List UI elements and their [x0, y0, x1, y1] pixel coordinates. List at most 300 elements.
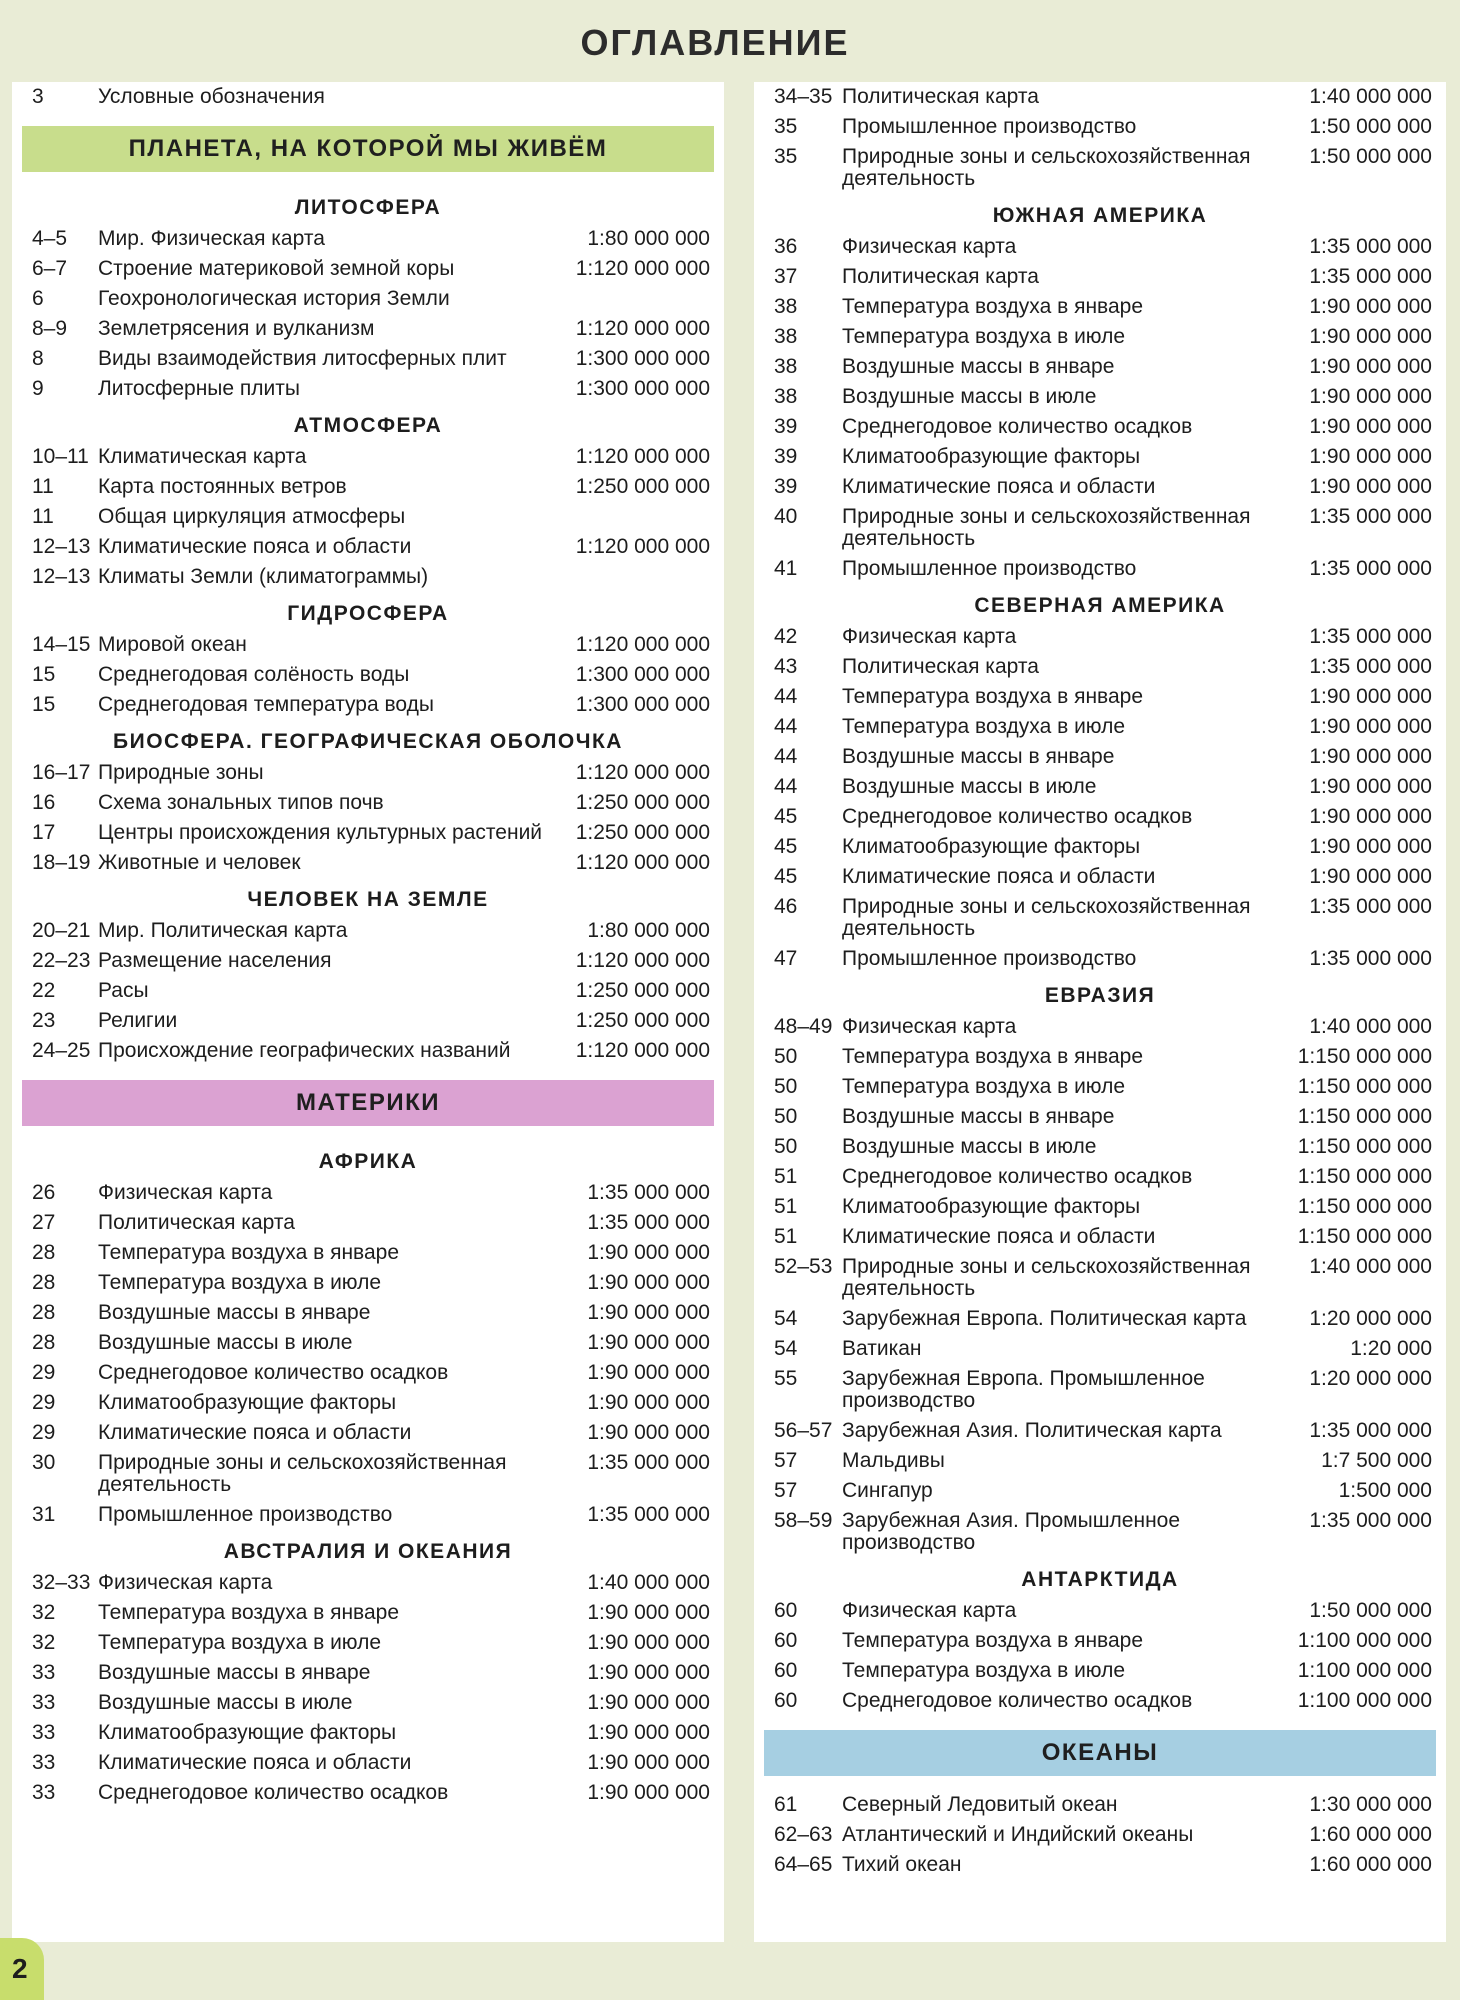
toc-page-number: 44: [774, 745, 798, 768]
toc-page-number: 8–9: [32, 317, 68, 340]
toc-entry-title: Климатическая карта: [98, 445, 307, 468]
toc-entry-title: Северный Ледовитый океан: [842, 1793, 1118, 1816]
toc-page-number: 39: [774, 475, 798, 498]
toc-page-number: 43: [774, 655, 798, 678]
toc-page-number: 18–19: [32, 851, 91, 874]
toc-entry: [764, 712, 1436, 742]
toc-entry: [764, 772, 1436, 802]
toc-entry: [22, 1036, 714, 1066]
toc-page-number: 11: [32, 475, 54, 498]
section-heading: АТМОСФЕРА: [293, 414, 443, 437]
section-heading: ЛИТОСФЕРА: [294, 196, 442, 219]
toc-entry-title: Воздушные массы в июле: [98, 1691, 353, 1714]
toc-entry-title: Температура воздуха в июле: [842, 325, 1126, 348]
toc-entry-title: Физическая карта: [842, 625, 1017, 648]
section-heading: АНТАРКТИДА: [1021, 1568, 1179, 1591]
toc-entry-title: Воздушные массы в июле: [842, 385, 1097, 408]
toc-page-number: 23: [32, 1009, 56, 1032]
toc-entry: [764, 1072, 1436, 1102]
toc-entry: [764, 1012, 1436, 1042]
toc-page-number: 22: [32, 979, 56, 1002]
toc-entry-title: Воздушные массы в январе: [98, 1661, 371, 1684]
toc-entry: [22, 374, 714, 404]
toc-map-scale: 1:90 000 000: [587, 1721, 710, 1744]
toc-map-scale: 1:35 000 000: [587, 1451, 710, 1474]
section-band: ОКЕАНЫ: [764, 1730, 1436, 1776]
toc-entry-title: Климатообразующие факторы: [98, 1391, 397, 1414]
toc-page-number: 24–25: [32, 1039, 91, 1062]
toc-map-scale: 1:90 000 000: [587, 1241, 710, 1264]
toc-map-scale: 1:40 000 000: [587, 1571, 710, 1594]
toc-entry-title: Природные зоны и сельскохозяйственная деятельность: [842, 1255, 1251, 1300]
toc-entry: [764, 292, 1436, 322]
toc-map-scale: [564, 288, 714, 310]
toc-entry-title: Температура воздуха в январе: [842, 295, 1144, 318]
toc-entry: [22, 1568, 714, 1598]
toc-page-number: 17: [32, 821, 56, 844]
toc-entry-title: Температура воздуха в январе: [98, 1601, 400, 1624]
toc-map-scale: 1:300 000 000: [575, 347, 710, 370]
toc-page-number: 38: [774, 295, 798, 318]
toc-entry: [764, 1416, 1436, 1446]
toc-page-number: 28: [32, 1301, 56, 1324]
toc-entry: [764, 832, 1436, 862]
toc-page-number: 50: [774, 1105, 798, 1128]
toc-page-number: 50: [774, 1045, 798, 1068]
toc-map-scale: 1:80 000 000: [587, 227, 710, 250]
toc-page-number: 52–53: [774, 1255, 833, 1278]
toc-page-number: 8: [32, 347, 44, 370]
toc-entry-title: Климатические пояса и области: [842, 475, 1156, 498]
toc-entry: [22, 1778, 714, 1808]
toc-entry: [22, 562, 714, 592]
toc-entry: [22, 442, 714, 472]
toc-entry: [764, 1132, 1436, 1162]
toc-page-number: 45: [774, 865, 798, 888]
toc-entry-title: Среднегодовое количество осадков: [98, 1781, 449, 1804]
toc-entry-title: Климатообразующие факторы: [98, 1721, 397, 1744]
toc-map-scale: 1:50 000 000: [1309, 145, 1432, 168]
toc-entry-title: Воздушные массы в январе: [842, 355, 1115, 378]
toc-map-scale: 1:90 000 000: [1309, 865, 1432, 888]
toc-map-scale: 1:100 000 000: [1297, 1659, 1432, 1682]
toc-entry: [764, 742, 1436, 772]
toc-page-number: 28: [32, 1271, 56, 1294]
toc-right-column: [754, 82, 1446, 1942]
toc-entry: [22, 758, 714, 788]
toc-entry: [764, 322, 1436, 352]
toc-map-scale: 1:60 000 000: [1309, 1853, 1432, 1876]
toc-map-scale: 1:300 000 000: [575, 377, 710, 400]
toc-map-scale: 1:150 000 000: [1297, 1105, 1432, 1128]
toc-entry-title: Размещение населения: [98, 949, 332, 972]
toc-entry: [764, 502, 1436, 554]
toc-entry-title: Воздушные массы в июле: [98, 1331, 353, 1354]
toc-entry-title: Политическая карта: [842, 85, 1039, 108]
toc-entry-title: Виды взаимодействия литосферных плит: [98, 347, 507, 370]
toc-entry-title: Температура воздуха в январе: [842, 685, 1144, 708]
toc-page-number: 57: [774, 1449, 798, 1472]
toc-entry: [22, 502, 714, 532]
toc-entry-title: Мальдивы: [842, 1449, 945, 1472]
toc-entry: [764, 1820, 1436, 1850]
toc-map-scale: 1:40 000 000: [1309, 1255, 1432, 1278]
toc-entry: [22, 1418, 714, 1448]
toc-entry-title: Воздушные массы в январе: [842, 1105, 1115, 1128]
toc-entry-title: Среднегодовое количество осадков: [842, 1165, 1193, 1188]
toc-entry: [22, 1208, 714, 1238]
toc-entry: [764, 1192, 1436, 1222]
toc-page-number: 62–63: [774, 1823, 833, 1846]
toc-map-scale: [564, 506, 714, 528]
toc-entry: [22, 630, 714, 660]
toc-entry: [22, 848, 714, 878]
toc-entry: [22, 1006, 714, 1036]
toc-map-scale: 1:300 000 000: [575, 663, 710, 686]
toc-entry: [764, 1686, 1436, 1716]
toc-entry-title: Физическая карта: [842, 1015, 1017, 1038]
toc-entry-title: Землетрясения и вулканизм: [98, 317, 375, 340]
toc-entry: [764, 622, 1436, 652]
toc-map-scale: 1:90 000 000: [587, 1601, 710, 1624]
toc-map-scale: 1:35 000 000: [1309, 895, 1432, 918]
toc-page-number: 48–49: [774, 1015, 833, 1038]
toc-entry: [22, 1328, 714, 1358]
toc-map-scale: 1:250 000 000: [575, 821, 710, 844]
toc-page-number: 60: [774, 1599, 798, 1622]
toc-map-scale: 1:90 000 000: [1309, 325, 1432, 348]
toc-map-scale: 1:250 000 000: [575, 791, 710, 814]
toc-map-scale: 1:90 000 000: [587, 1331, 710, 1354]
toc-page-number: 39: [774, 415, 798, 438]
toc-entry-title: Климатические пояса и области: [98, 1421, 412, 1444]
toc-map-scale: 1:150 000 000: [1297, 1165, 1432, 1188]
toc-map-scale: 1:35 000 000: [1309, 235, 1432, 258]
toc-entry-title: Физическая карта: [98, 1571, 273, 1594]
toc-entry: [764, 802, 1436, 832]
toc-entry-title: Воздушные массы в июле: [842, 1135, 1097, 1158]
toc-map-scale: 1:35 000 000: [587, 1181, 710, 1204]
toc-map-scale: 1:300 000 000: [575, 693, 710, 716]
toc-entry: [764, 82, 1436, 112]
toc-page-number: 30: [32, 1451, 56, 1474]
toc-page-number: 12–13: [32, 535, 91, 558]
toc-entry: [764, 1162, 1436, 1192]
toc-map-scale: 1:90 000 000: [587, 1391, 710, 1414]
toc-map-scale: 1:150 000 000: [1297, 1225, 1432, 1248]
toc-entry-title: Температура воздуха в июле: [98, 1271, 382, 1294]
toc-page-number: 33: [32, 1751, 56, 1774]
toc-entry-title: Промышленное производство: [842, 115, 1137, 138]
toc-entry-title: Климатообразующие факторы: [842, 1195, 1141, 1218]
toc-page-number: 33: [32, 1661, 56, 1684]
toc-entry: [22, 1598, 714, 1628]
toc-map-scale: 1:120 000 000: [575, 851, 710, 874]
toc-entry-title: Климатические пояса и области: [842, 865, 1156, 888]
toc-entry-title: Температура воздуха в июле: [842, 1075, 1126, 1098]
toc-entry-title: Физическая карта: [842, 1599, 1017, 1622]
toc-entry: [764, 892, 1436, 944]
toc-map-scale: 1:90 000 000: [587, 1301, 710, 1324]
toc-page-number: 58–59: [774, 1509, 833, 1532]
toc-map-scale: 1:20 000: [1350, 1337, 1432, 1360]
toc-page-number: 11: [32, 505, 54, 528]
toc-map-scale: 1:90 000 000: [587, 1691, 710, 1714]
toc-page-number: 42: [774, 625, 798, 648]
toc-page-number: 46: [774, 895, 798, 918]
toc-entry: [22, 916, 714, 946]
toc-entry-title: Среднегодовая солёность воды: [98, 663, 410, 686]
toc-entry: [764, 1476, 1436, 1506]
toc-entry: [764, 1252, 1436, 1304]
toc-map-scale: 1:90 000 000: [1309, 745, 1432, 768]
section-heading: ЮЖНАЯ АМЕРИКА: [992, 204, 1208, 227]
toc-page-number: 51: [774, 1165, 798, 1188]
toc-entry: [764, 142, 1436, 194]
toc-entry: [764, 472, 1436, 502]
toc-entry-title: Физическая карта: [98, 1181, 273, 1204]
toc-map-scale: 1:60 000 000: [1309, 1823, 1432, 1846]
toc-page-number: 6: [32, 287, 44, 310]
toc-entry-title: Температура воздуха в январе: [842, 1629, 1144, 1652]
toc-page-number: 28: [32, 1331, 56, 1354]
toc-page-number: 56–57: [774, 1419, 833, 1442]
toc-page-number: 9: [32, 377, 44, 400]
toc-map-scale: 1:7 500 000: [1321, 1449, 1432, 1472]
toc-entry: [22, 1718, 714, 1748]
toc-entry-title: Животные и человек: [98, 851, 301, 874]
toc-entry: [764, 1656, 1436, 1686]
toc-entry-title: Климатообразующие факторы: [842, 835, 1141, 858]
toc-entry-title: Промышленное производство: [842, 557, 1137, 580]
toc-map-scale: 1:90 000 000: [1309, 385, 1432, 408]
toc-map-scale: 1:90 000 000: [587, 1271, 710, 1294]
toc-page-number: 38: [774, 355, 798, 378]
toc-page-number: 44: [774, 775, 798, 798]
toc-map-scale: 1:90 000 000: [1309, 715, 1432, 738]
toc-entry: [764, 682, 1436, 712]
toc-entry: [764, 1102, 1436, 1132]
toc-map-scale: 1:120 000 000: [575, 535, 710, 558]
toc-map-scale: 1:20 000 000: [1309, 1367, 1432, 1390]
toc-entry: [764, 262, 1436, 292]
toc-page-number: 55: [774, 1367, 798, 1390]
toc-entry-title: Природные зоны и сельскохозяйственная деятельность: [98, 1451, 507, 1496]
toc-entry-title: Среднегодовое количество осадков: [842, 805, 1193, 828]
toc-entry-title: Температура воздуха в июле: [842, 1659, 1126, 1682]
toc-entry-title: Мир. Политическая карта: [98, 919, 348, 942]
toc-entry: [764, 412, 1436, 442]
toc-map-scale: 1:20 000 000: [1309, 1307, 1432, 1330]
toc-page-number: 50: [774, 1075, 798, 1098]
toc-left-column: [12, 82, 724, 1942]
toc-map-scale: 1:90 000 000: [587, 1631, 710, 1654]
toc-map-scale: 1:150 000 000: [1297, 1045, 1432, 1068]
page-title: ОГЛАВЛЕНИЕ: [580, 22, 850, 63]
toc-entry: [764, 112, 1436, 142]
toc-map-scale: [564, 566, 714, 588]
toc-page-number: 27: [32, 1211, 56, 1234]
toc-page-number: 15: [32, 663, 56, 686]
toc-entry: [22, 946, 714, 976]
toc-entry-title: Геохронологическая история Земли: [98, 287, 450, 310]
toc-page-number: 14–15: [32, 633, 91, 656]
toc-page-number: 51: [774, 1225, 798, 1248]
toc-entry-title: Мировой океан: [98, 633, 247, 656]
toc-entry-title: Политическая карта: [98, 1211, 295, 1234]
toc-entry-title: Политическая карта: [842, 655, 1039, 678]
toc-entry-title: Природные зоны: [98, 761, 264, 784]
toc-entry-title: Мир. Физическая карта: [98, 227, 325, 250]
toc-entry-title: Климатические пояса и области: [842, 1225, 1156, 1248]
toc-entry-title: Среднегодовое количество осадков: [842, 1689, 1193, 1712]
toc-entry: [22, 1268, 714, 1298]
toc-map-scale: 1:90 000 000: [587, 1661, 710, 1684]
toc-map-scale: 1:35 000 000: [1309, 265, 1432, 288]
toc-entry-title: Условные обозначения: [98, 85, 325, 108]
toc-entry: [22, 976, 714, 1006]
page-number: 2: [0, 1938, 44, 2000]
toc-entry-title: Зарубежная Азия. Политическая карта: [842, 1419, 1222, 1442]
toc-map-scale: 1:120 000 000: [575, 1039, 710, 1062]
section-heading: БИОСФЕРА. ГЕОГРАФИЧЕСКАЯ ОБОЛОЧКА: [113, 730, 623, 753]
toc-entry-title: Атлантический и Индийский океаны: [842, 1823, 1194, 1846]
toc-page-number: 16: [32, 791, 56, 814]
toc-map-scale: 1:90 000 000: [587, 1751, 710, 1774]
toc-entry: [22, 314, 714, 344]
toc-entry-title: Природные зоны и сельскохозяйственная деятельность: [842, 145, 1251, 190]
toc-entry-title: Среднегодовое количество осадков: [842, 415, 1193, 438]
toc-page-number: 29: [32, 1361, 56, 1384]
toc-page-number: 39: [774, 445, 798, 468]
toc-page-number: 32: [32, 1601, 56, 1624]
toc-page-number: 47: [774, 947, 798, 970]
toc-entry: [22, 1748, 714, 1778]
toc-map-scale: 1:40 000 000: [1309, 85, 1432, 108]
toc-map-scale: 1:90 000 000: [1309, 475, 1432, 498]
toc-entry: [22, 224, 714, 254]
toc-entry: [764, 1596, 1436, 1626]
toc-entry-title: Политическая карта: [842, 265, 1039, 288]
toc-entry: [764, 1506, 1436, 1558]
toc-page-number: 38: [774, 325, 798, 348]
toc-map-scale: 1:250 000 000: [575, 475, 710, 498]
toc-entry-title: Зарубежная Европа. Промышленное производство: [842, 1367, 1205, 1412]
toc-entry: [764, 382, 1436, 412]
toc-entry: [22, 818, 714, 848]
toc-entry-title: Ватикан: [842, 1337, 922, 1360]
toc-entry-title: Климатические пояса и области: [98, 1751, 412, 1774]
toc-entry-title: Зарубежная Европа. Политическая карта: [842, 1307, 1247, 1330]
toc-entry-title: Расы: [98, 979, 149, 1002]
toc-map-scale: 1:90 000 000: [1309, 295, 1432, 318]
toc-entry: [764, 1334, 1436, 1364]
toc-entry: [764, 1850, 1436, 1880]
toc-map-scale: 1:80 000 000: [587, 919, 710, 942]
toc-page-number: 38: [774, 385, 798, 408]
section-heading: ЧЕЛОВЕК НА ЗЕМЛЕ: [247, 888, 489, 911]
toc-entry: [22, 690, 714, 720]
toc-entry-title: Литосферные плиты: [98, 377, 300, 400]
toc-page-number: 60: [774, 1629, 798, 1652]
toc-entry-title: Температура воздуха в январе: [842, 1045, 1144, 1068]
toc-map-scale: 1:90 000 000: [1309, 445, 1432, 468]
toc-page-number: 37: [774, 265, 798, 288]
toc-entry: [22, 1298, 714, 1328]
toc-entry: [22, 472, 714, 502]
toc-entry: [22, 284, 714, 314]
toc-map-scale: 1:250 000 000: [575, 1009, 710, 1032]
toc-entry-title: Происхождение географических названий: [98, 1039, 511, 1062]
toc-map-scale: 1:90 000 000: [1309, 415, 1432, 438]
toc-entry-title: Воздушные массы в январе: [842, 745, 1115, 768]
toc-entry: [764, 862, 1436, 892]
section-heading: ГИДРОСФЕРА: [287, 602, 449, 625]
toc-map-scale: 1:90 000 000: [1309, 775, 1432, 798]
toc-entry: [764, 1626, 1436, 1656]
toc-entry-title: Воздушные массы в июле: [842, 775, 1097, 798]
toc-entry: [22, 1448, 714, 1500]
toc-map-scale: 1:90 000 000: [1309, 685, 1432, 708]
toc-map-scale: 1:120 000 000: [575, 445, 710, 468]
toc-map-scale: 1:150 000 000: [1297, 1195, 1432, 1218]
toc-map-scale: 1:120 000 000: [575, 633, 710, 656]
toc-entry: [22, 82, 714, 112]
toc-page-number: 40: [774, 505, 798, 528]
toc-entry-title: Религии: [98, 1009, 178, 1032]
toc-entry: [22, 788, 714, 818]
toc-page-number: 44: [774, 685, 798, 708]
toc-map-scale: 1:90 000 000: [1309, 835, 1432, 858]
toc-entry: [22, 532, 714, 562]
toc-entry: [22, 660, 714, 690]
toc-entry-title: Промышленное производство: [842, 947, 1137, 970]
toc-entry: [764, 1364, 1436, 1416]
toc-page-number: 57: [774, 1479, 798, 1502]
toc-entry: [22, 1388, 714, 1418]
toc-map-scale: 1:35 000 000: [1309, 557, 1432, 580]
toc-entry: [22, 1500, 714, 1530]
toc-entry: [764, 442, 1436, 472]
toc-page-number: 26: [32, 1181, 56, 1204]
toc-page-number: 45: [774, 805, 798, 828]
toc-page-number: 64–65: [774, 1853, 833, 1876]
toc-map-scale: 1:500 000: [1338, 1479, 1432, 1502]
toc-entry-title: Общая циркуляция атмосферы: [98, 505, 406, 528]
toc-map-scale: [564, 86, 714, 108]
toc-page-number: 35: [774, 115, 798, 138]
toc-entry: [22, 1178, 714, 1208]
section-heading: ЕВРАЗИЯ: [1044, 984, 1156, 1007]
toc-entry: [22, 254, 714, 284]
toc-map-scale: 1:35 000 000: [1309, 947, 1432, 970]
toc-map-scale: 1:35 000 000: [1309, 1509, 1432, 1532]
toc-page-number: 60: [774, 1689, 798, 1712]
section-heading: АФРИКА: [318, 1150, 418, 1173]
toc-entry-title: Тихий океан: [842, 1853, 962, 1876]
toc-map-scale: 1:120 000 000: [575, 257, 710, 280]
toc-entry: [764, 1304, 1436, 1334]
toc-entry-title: Природные зоны и сельскохозяйственная деятельность: [842, 895, 1251, 940]
toc-entry-title: Природные зоны и сельскохозяйственная деятельность: [842, 505, 1251, 550]
toc-page-number: 36: [774, 235, 798, 258]
toc-entry: [764, 1790, 1436, 1820]
toc-map-scale: 1:40 000 000: [1309, 1015, 1432, 1038]
toc-entry: [764, 1446, 1436, 1476]
toc-page-number: 34–35: [774, 85, 833, 108]
toc-map-scale: 1:35 000 000: [587, 1503, 710, 1526]
toc-page-number: 3: [32, 85, 44, 108]
